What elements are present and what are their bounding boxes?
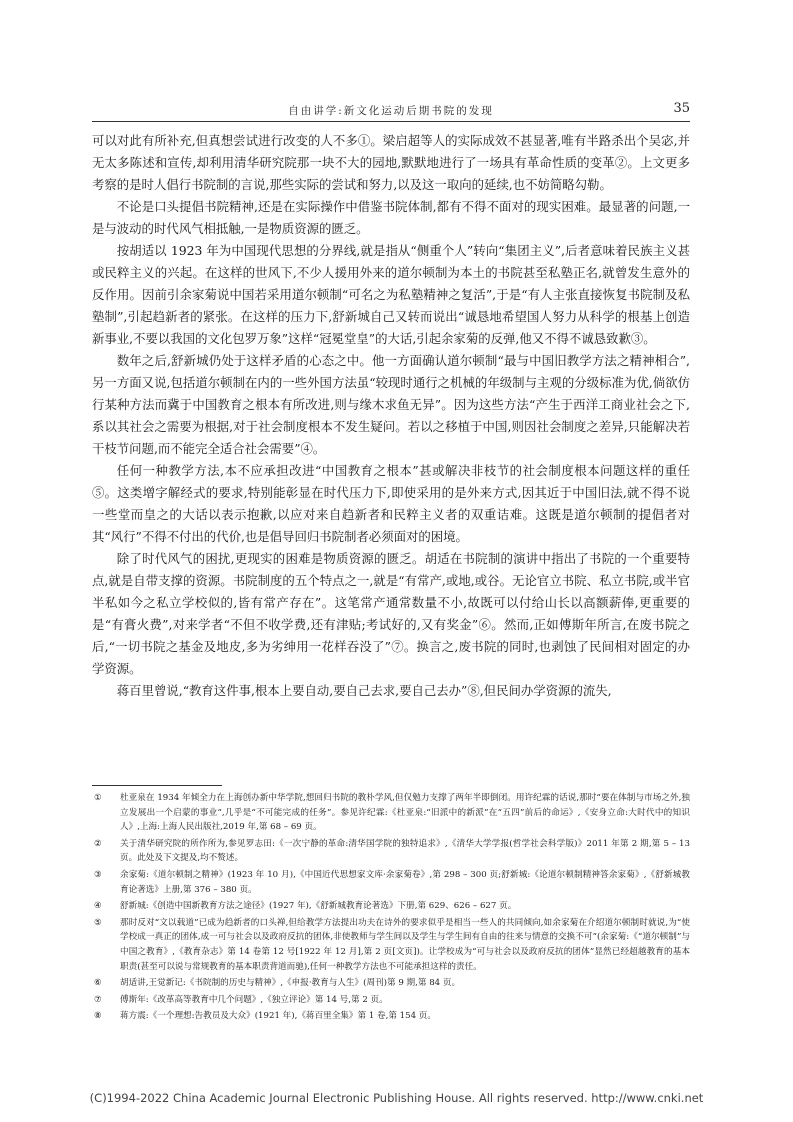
footnote [92, 899, 690, 914]
footnote-marker: ② [94, 838, 102, 849]
footnote-text: 那时反对“文以载道”已成为趋新者的口头禅,但给教学方法提出功夫在诗外的要求似乎是相当一些人的共同倾向,如余家菊在介绍道尔顿制时就说,为“使学校成一真正的团体,成一可与社会以及政府反抗的团体,非使教师与学生间以及学生与学生间有自由的往来与情意的交换不可”(余家菊:《“道尔顿制”与中国之教育》,《教育杂志》第 14 卷第 12 号[1922 年 12 月],第 2 页[文页])。让学校成为“可与社会以及政府反抗的团体”显然已经超越教育的基本职责(甚至可以说与常规教育的基本职责背道而驰),任何一种教学方法也不可能承担这样的责任。 [120, 917, 690, 972]
body-text [92, 130, 690, 702]
footnote-text: 舒新城:《创造中国新教育方法之途径》(1927 年),《舒新城教育论著选》下册,第 629、626 – 627 页。 [120, 901, 517, 912]
footnote-marker: ⑧ [94, 1011, 102, 1022]
paragraph: 数年之后,舒新城仍处于这样矛盾的心态之中。他一方面确认道尔顿制“最与中国旧教学方法之精神相合”,另一方面又说,包括道尔顿制在内的一些外国方法虽“较现时通行之机械的年级制与主观的分级标准为优,倘欲仿行某种方法而冀于中国教育之根本有所改进,则与缘木求鱼无异”。因为这些方法“产生于西洋工商业社会之下,系以其社会之需要为根据,对于社会制度根本不发生疑问。若以之移植于中国,则因社会制度之差异,只能解决若干枝节问题,而不能完全适合社会需要”④。 [92, 353, 690, 456]
footnotes [92, 791, 690, 1026]
footnote-marker: ⑤ [94, 917, 102, 928]
paragraph: 按胡适以 1923 年为中国现代思想的分界线,就是指从“侧重个人”转向“集团主义”,后者意味着民族主义甚或民粹主义的兴起。在这样的世风下,不少人援用外来的道尔顿制为本土的书院甚至私塾正名,就曾发生意外的反作用。因前引余家菊说中国若采用道尔顿制“可名之为私塾精神之复活”,于是“有人主张直接恢复书院制及私塾制”,引起趋新者的紧张。在这样的压力下,舒新城自己又转而说出“诚恳地希望国人努力从科学的根基上创造新事业,不要以我国的文化包罗万象”这样“冠冕堂皇”的大话,引起余家菊的反弹,他又不得不诚恳致歉③。 [92, 243, 690, 346]
footnote-text: 余家菊:《道尔顿制之精神》(1923 年 10 月),《中国近代思想家文库·余家菊卷》,第 298 – 300 页;舒新城:《论道尔顿制精神答余家菊》,《舒新城教育论著选》上册,第 376 – 380 页。 [120, 869, 690, 895]
footnote [92, 837, 690, 866]
footnote-marker: ③ [94, 869, 102, 880]
footnote [92, 868, 690, 897]
paragraph: 任何一种教学方法,本不应承担改进“中国教育之根本”甚或解决非枝节的社会制度根本问题这样的重任⑤。这类增字解经式的要求,特别能彰显在时代压力下,即使采用的是外来方式,因其近于中国旧法,就不得不说一些堂而皇之的大话以表示抱歉,以应对来自趋新者和民粹主义者的双重诘难。这既是道尔顿制的提倡者对其“风行”不得不付出的代价,也是倡导回归书院制者必须面对的困境。 [92, 463, 690, 544]
page-number: 35 [673, 101, 690, 116]
footnote [92, 916, 690, 974]
paragraph: 蒋百里曾说,“教育这件事,根本上要自动,要自己去求,要自己去办”⑧,但民间办学资源的流失, [116, 683, 612, 698]
footnote-text: 杜亚泉在 1934 年倾全力在上海创办新中华学院,想回归书院的教朴学风,但仅勉力支撑了两年半即倒闭。用许纪霖的话说,那时“要在体制与市场之外,独立发展出一个启蒙的事业”,几乎是“不可能完成的任务”。参见许纪霖:《杜亚泉:“旧派中的新派”在“五四”前后的命运》,《安身立命:大时代中的知识人》,上海:上海人民出版社,2019 年,第 68 – 69 页。 [120, 793, 690, 833]
footnote [92, 993, 690, 1008]
running-title: 自由讲学:新文化运动后期书院的发现 [288, 105, 494, 117]
footnote-text: 胡适讲,王觉新记:《书院制的历史与精神》,《申报·教育与人生》(周刊)第 9 期,第 84 页。 [120, 978, 461, 989]
footnote-marker: ⑦ [94, 994, 102, 1005]
paragraph: 可以对此有所补充,但真想尝试进行改变的人不多①。梁启超等人的实际成效不甚显著,唯有半路杀出个吴宓,并无太多陈述和宣传,却利用清华研究院那一块不大的园地,默默地进行了一场具有革命性质的变革②。上文更多考察的是时人倡行书院制的言说,那些实际的尝试和努力,以及这一取向的延续,也不妨简略勾勒。 [92, 133, 690, 192]
footnote-marker: ④ [94, 901, 102, 912]
paragraph: 不论是口头提倡书院精神,还是在实际操作中借鉴书院体制,都有不得不面对的现实困难。最显著的问题,一是与波动的时代风气相抵触,一是物质资源的匮乏。 [92, 199, 690, 236]
paragraph: 除了时代风气的困扰,更现实的困难是物质资源的匮乏。胡适在书院制的演讲中指出了书院的一个重要特点,就是自带支撑的资源。书院制度的五个特点之一,就是“有常产,或地,或谷。无论官立书院、私立书院,或半官半私如今之私立学校似的,皆有常产存在”。这笔常产通常数量不小,故既可以付给山长以高额薪俸,更重要的是“有膏火费”,对来学者“不但不收学费,还有津贴;考试好的,又有奖金”⑥。然而,正如傅斯年所言,在废书院之后,“一切书院之基金及地皮,多为劣绅用一花样吞没了”⑦。换言之,废书院的同时,也剥蚀了民间相对固定的办学资源。 [92, 551, 690, 676]
footnote [92, 976, 690, 991]
footnote-text: 关于清华研究院的所作所为,参见罗志田:《一次宁静的革命:清华国学院的独特追求》,《清华大学学报(哲学社会科学版)》2011 年第 2 期,第 5 – 13 页。此处及下文提及,均不赘述。 [120, 838, 690, 864]
copyright-footer: (C)1994-2022 China Academic Journal Electronic Publishing House. All rights reserved. http://www.cnki.net [89, 1091, 704, 1105]
footnote-text: 蒋方震:《一个理想:告教员及大众》(1921 年),《蒋百里全集》第 1 卷,第 154 页。 [120, 1011, 436, 1022]
footnote-marker: ① [94, 793, 102, 803]
running-header [92, 101, 690, 122]
footnote [92, 791, 690, 835]
footnote [92, 1009, 690, 1024]
footnote-marker: ⑥ [94, 978, 102, 989]
footnote-text: 傅斯年:《改革高等教育中几个问题》,《独立评论》第 14 号,第 2 页。 [120, 994, 388, 1005]
footnote-divider [92, 785, 222, 786]
